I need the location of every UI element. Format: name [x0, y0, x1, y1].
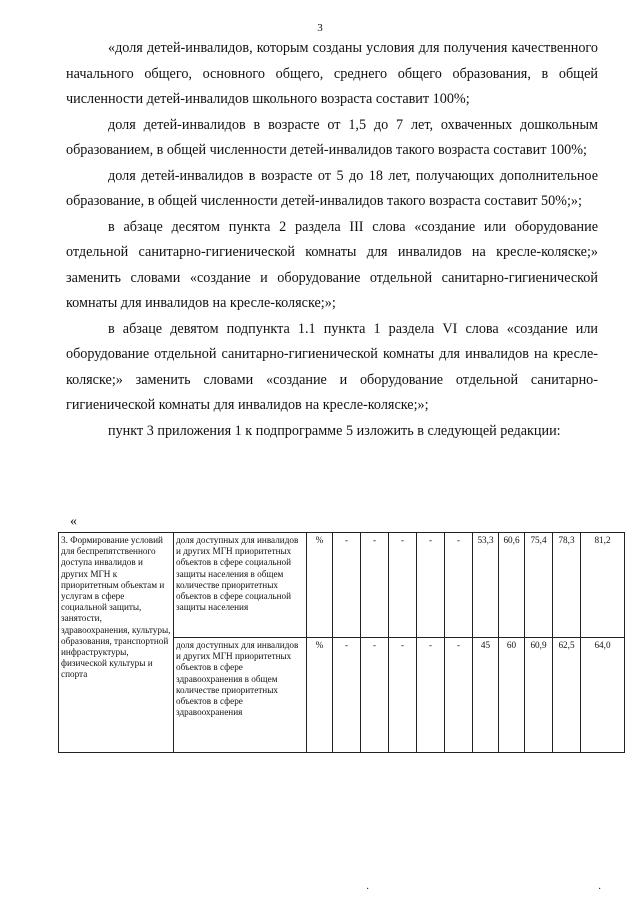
value-cell: 60,6: [499, 533, 525, 638]
value-cell: -: [417, 638, 445, 753]
value-cell: -: [445, 533, 473, 638]
value-cell: -: [333, 638, 361, 753]
value-cell: 53,3: [473, 533, 499, 638]
value-cell: 45: [473, 638, 499, 753]
indicator-table: [58, 532, 625, 753]
task-cell: 3. Формирование условий для беспрепятственного доступа инвалидов и других МГН к приоритетным объектам и услугам в сфере социальной защиты, занятости, здравоохранения, культуры, образования, транспортной инфраструктуры, физической культуры и спорта: [59, 533, 174, 753]
opening-quote: «: [70, 514, 77, 529]
scan-mark: ·: [366, 884, 370, 895]
value-cell: 81,2: [581, 533, 625, 638]
paragraph: пункт 3 приложения 1 к подпрограмме 5 изложить в следующей редакции:: [108, 422, 561, 439]
paragraph: доля детей-инвалидов в возрасте от 5 до 18 лет, получающих дополнительное образование, в общей численности детей-инвалидов такого возраста составит 50%;»;: [66, 167, 598, 209]
value-cell: 78,3: [553, 533, 581, 638]
value-cell: -: [389, 638, 417, 753]
value-cell: 60: [499, 638, 525, 753]
value-cell: 62,5: [553, 638, 581, 753]
unit-cell: %: [307, 638, 333, 753]
indicator-cell: доля доступных для инвалидов и других МГН приоритетных объектов в сфере социальной защиты населения в общем количестве приоритетных объектов в сфере социальной защиты населения: [174, 533, 307, 638]
scan-mark: ·: [598, 884, 602, 895]
unit-cell: %: [307, 533, 333, 638]
paragraph: доля детей-инвалидов в возрасте от 1,5 до 7 лет, охваченных дошкольным образованием, в общей численности детей-инвалидов такого возраста составит 100%;: [66, 116, 598, 158]
document-body: [66, 36, 598, 444]
paragraph: в абзаце десятом пункта 2 раздела III слова «создание или оборудование отдельной санитарно-гигиенической комнаты для инвалидов на кресле-коляске;» заменить словами «создание и оборудование отдельной санитарно-гигиенической комнаты для инвалидов на кресле-коляске;»;: [66, 218, 598, 311]
value-cell: 60,9: [525, 638, 553, 753]
value-cell: 64,0: [581, 638, 625, 753]
value-cell: 75,4: [525, 533, 553, 638]
value-cell: -: [417, 533, 445, 638]
table-row: [59, 533, 625, 638]
value-cell: -: [361, 533, 389, 638]
value-cell: -: [389, 533, 417, 638]
page-number: 3: [317, 22, 323, 34]
value-cell: -: [361, 638, 389, 753]
value-cell: -: [333, 533, 361, 638]
paragraph: «доля детей-инвалидов, которым созданы условия для получения качественного начального общего, основного общего, среднего общего образования, в общей численности детей-инвалидов школьного возраста составит 100%;: [66, 40, 598, 107]
value-cell: -: [445, 638, 473, 753]
indicator-cell: доля доступных для инвалидов и других МГН приоритетных объектов в сфере здравоохранения в общем количестве приоритетных объектов в сфере здравоохранения: [174, 638, 307, 753]
paragraph: в абзаце девятом подпункта 1.1 пункта 1 раздела VI слова «создание или оборудование отдельной санитарно-гигиенической комнаты для инвалидов на кресле-коляске;» заменить словами «создание и оборудование отдельной санитарно-гигиенической комнаты для инвалидов на кресле-коляске;»;: [66, 320, 598, 413]
